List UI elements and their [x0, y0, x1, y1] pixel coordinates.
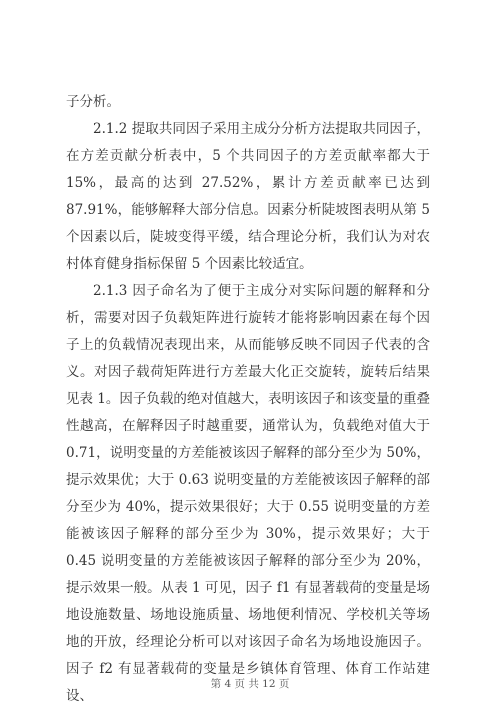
paragraph-continuation: 子分析。 — [66, 94, 120, 110]
body-text — [66, 89, 430, 710]
paragraph-2-1-3: 2.1.3 因子命名为了便于主成分对实际问题的解释和分析，需要对因子负载矩阵进行旋转才能将影响因素在每个因子上的负载情况表现出来，从而能够反映不同因子代表的含义。对因子载荷矩阵进行方差最大化正交旋转，旋转后结果见表 1。因子负载的绝对值越大，表明该因子和该变量的重叠性越高，在解释因子时越重要，通常认为，负载绝对值大于 0.71，说明变量的方差能被该因子解释的部分至少为 50%，提示效果优；大于 0.63 说明变量的方差能被该因子解释的部分至少为 40%，提示效果很好；大于 0.55 说明变量的方差能被该因子解释的部分至少为 30%，提示效果好；大于 0.45 说明变量的方差能被该因子解释的部分至少为 20%，提示效果一般。从表 1 可见，因子 f1 有显著载荷的变量是场地设施数量、场地设施质量、场地便利情况、学校机关等场地的开放，经理论分析可以对该因子命名为场地设施因子。因子 f2 有显著载荷的变量是乡镇体育管理、体育工作站建设、 — [66, 283, 430, 704]
page-footer: 第 4 页 共 12 页 — [210, 678, 290, 690]
paragraph-2-1-2: 2.1.2 提取共同因子采用主成分分析方法提取共同因子，在方差贡献分析表中，5 个共同因子的方差贡献率都大于 15%，最高的达到 27.52%，累计方差贡献率已达到 87.91%，能够解释大部分信息。因素分析陡坡图表明从第 5 个因素以后，陡坡变得平缓，结合理论分析，我们认为对农村体育健身指标保留 5 个因素比较适宜。 — [66, 121, 430, 272]
